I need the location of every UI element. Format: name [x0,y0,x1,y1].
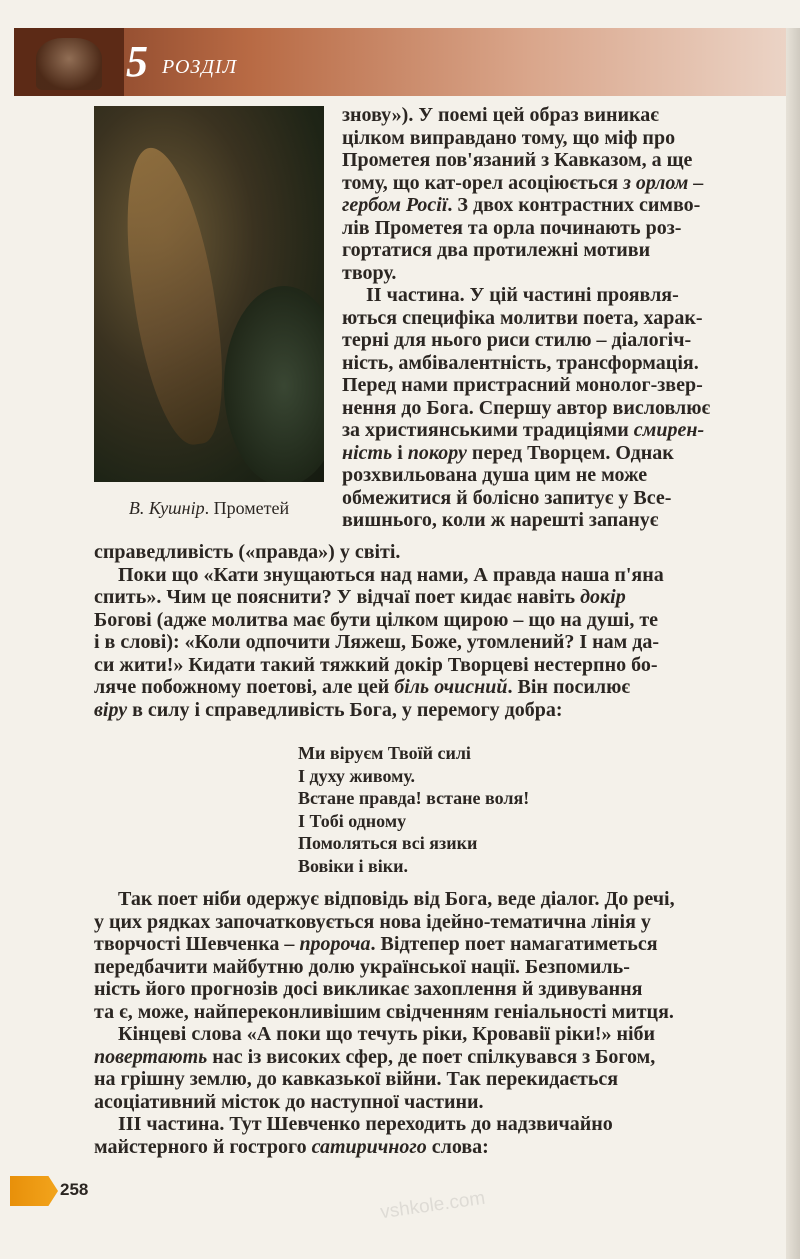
text-line: си жити!» Кидати такий тяжкий докір Творцеві нестерпно бо- [94,653,658,676]
text-line: ність його прогнозів досі викликає захоплення й здивування [94,978,643,1000]
part3-heading: ІІІ частина. [118,1113,225,1135]
text-line: Богові (адже молитва має бути цілком щирою – що на душі, те [94,608,659,631]
text-line: ються специфіка молитви поета, харак- [342,306,703,329]
text-line: ність, амбівалентність, трансформація. [342,351,699,374]
side-column-text [342,104,750,532]
chapter-number: 5 [126,37,148,86]
text-line: терні для нього риси стилю – діалогіч- [342,329,692,351]
text-line: віру в силу і справедливість Бога, у перемогу добра: [94,698,563,721]
text-line: вишнього, коли ж нарешті запанує [342,509,659,531]
text-line: розхвильована душа цим не може [342,464,648,486]
text-line: за християнськими традиціями смирен- [342,419,705,441]
painting-figure [114,142,235,450]
page-number: 258 [60,1180,89,1199]
horseman-figure-image [36,38,102,90]
text-line: Поки що «Кати знущаються над нами, А правда наша п'яна [118,563,664,586]
text-line: обмежитися й болісно запитує у Все- [342,486,672,509]
text-line: Прометея пов'язаний з Кавказом, а ще [342,149,693,171]
text-line: Так поет ніби одержує відповідь від Бога, веде діалог. До речі, [118,888,675,910]
main-body-text [94,541,750,721]
verse-line: Помоляться всі язики [298,833,478,853]
text-line: Кінцеві слова «А поки що течуть ріки, Кровавії ріки!» ніби [118,1023,656,1045]
text-line: знову»). У поемі цей образ виникає [342,104,659,126]
chapter-header-illustration [14,28,124,96]
page-number-tab [10,1176,58,1206]
after-verse-text [94,888,750,1158]
text-line: майстерного й гострого сатиричного слова: [94,1135,489,1158]
prometheus-painting [94,106,324,482]
part3-intro: ІІІ частина. Тут Шевченко переходить до надзвичайно [118,1113,613,1135]
verse-line: Ми віруєм Твоїй силі [298,743,471,763]
verse-line: І Тобі одному [298,810,407,831]
text-line: передбачити майбутню долю української нації. Безпомиль- [94,955,630,978]
text-line: та є, може, найпереконливішим свідченням геніальності митця. [94,1000,674,1023]
part2-heading: ІІ частина [366,284,460,306]
watermark: vshkole.com [378,1187,487,1224]
caption-author: В. Кушнір [128,498,205,518]
text-line: справедливість («правда») у світі. [94,541,401,563]
text-line: лів Прометея та орла починають роз- [342,216,682,239]
part2-intro: ІІ частина. У цій частині проявля- [366,284,679,306]
caption-title: Прометей [213,498,290,518]
text-line: Перед нами пристрасний монолог-звер- [342,374,703,396]
painting-caption: В. Кушнір. Прометей [128,498,290,518]
verse-line: Встане правда! встане воля! [298,788,530,808]
poem-quote [298,742,529,877]
text-line: твору. [342,261,397,284]
text-line: творчості Шевченка – пророча. Відтепер поет намагатиметься [94,933,658,955]
painting-rock [224,286,324,482]
text-line: і в слові): «Коли одпочити Ляжеш, Боже, утомлений? І нам да- [94,631,660,653]
text-line: повертають нас із високих сфер, де поет спілкувався з Богом, [94,1045,656,1068]
verse-line: І духу живому. [298,765,416,786]
text-line: тому, що кат-орел асоціюється з орлом – [342,171,704,194]
text-line: гербом Росії. З двох контрастних симво- [342,194,701,216]
text-line: нення до Бога. Спершу автор висловлює [342,396,711,419]
verse-line: Вовіки і віки. [298,855,408,876]
chapter-label: РОЗДІЛ [162,56,238,78]
text-line: на грішну землю, до кавказької війни. Так перекидається [94,1068,619,1090]
text-line: цілком виправдано тому, що міф про [342,126,676,149]
text-line: асоціативний місток до наступної частини. [94,1090,484,1113]
text-line: у цих рядках започатковується нова ідейно-тематична лінія у [94,910,651,933]
text-line: ність і покору перед Творцем. Однак [342,441,674,464]
text-line: спить». Чим це пояснити? У відчаї поет кидає навіть докір [94,586,626,608]
page-edge [786,28,800,1259]
text-line: ляче побожному поетові, але цей біль очисний. Він посилює [94,676,631,698]
text-line: гортатися два протилежні мотиви [342,239,651,261]
